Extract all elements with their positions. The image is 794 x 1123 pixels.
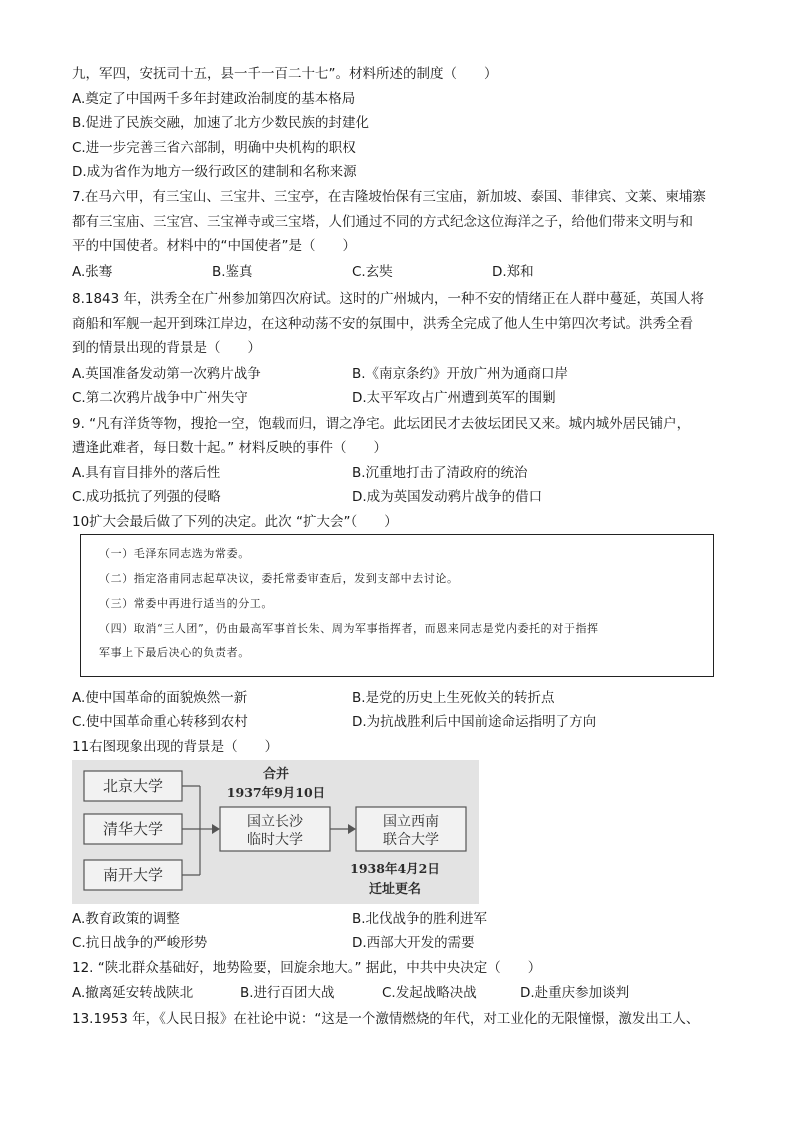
q9-option-c: C.成功抵抗了列强的侵略 xyxy=(72,489,221,505)
q8-option-d: D.太平军攻占广州遭到英军的围剿 xyxy=(352,390,556,406)
q7-option-d: D.郑和 xyxy=(492,264,534,280)
q12-stem: 12. “陕北群众基础好，地势险要，回旋余地大。” 据此，中共中央决定（ ） xyxy=(72,960,542,976)
temporary-university-name-line-2: 临时大学 xyxy=(247,832,303,848)
q11-university-merge-diagram xyxy=(72,760,479,904)
q8-stem-line-3: 到的情景出现的背景是（ ） xyxy=(72,340,261,356)
q8-option-c: C.第二次鸦片战争中广州失守 xyxy=(72,390,248,406)
q12-option-a: A.撤离延安转战陕北 xyxy=(72,985,194,1001)
q11-option-a: A.教育政策的调整 xyxy=(72,911,180,927)
nankai-university-label: 南开大学 xyxy=(102,866,164,884)
q10-box-line-3: （三）常委中再进行适当的分工。 xyxy=(99,597,273,610)
q9-stem-line-1: 9. “凡有洋货等物，搜抢一空，饱载而归，谓之净宅。此坛团民才去彼坛团民又来。城内城外居民铺户， xyxy=(72,416,691,432)
q9-stem-line-2: 遭逢此难者，每日数十起。” 材料反映的事件（ ） xyxy=(72,440,388,456)
q6-option-d: D.成为省作为地方一级行政区的建制和名称来源 xyxy=(72,164,357,180)
q13-stem-line-1: 13.1953 年，《人民日报》在社论中说：“这是一个激情燃烧的年代，对工业化的无限憧憬，激发出工人、 xyxy=(72,1011,700,1027)
q10-box-line-5: 军事上下最后决心的负责者。 xyxy=(99,646,250,659)
q9-option-d: D.成为英国发动鸦片战争的借口 xyxy=(352,489,543,505)
q10-box-line-2: （二）指定洛甫同志起草决议，委托常委审查后，发到支部中去讨论。 xyxy=(99,572,459,585)
q10-option-b: B.是党的历史上生死攸关的转折点 xyxy=(352,690,555,706)
q6-option-b: B.促进了民族交融，加速了北方少数民族的封建化 xyxy=(72,115,370,131)
q10-material-box xyxy=(80,534,714,677)
q6-option-a: A.奠定了中国两千多年封建政治制度的基本格局 xyxy=(72,91,356,107)
move-date: 1938年4月2日 xyxy=(350,861,440,876)
final-university-name-line-2: 联合大学 xyxy=(383,832,439,848)
q11-stem: 11右图现象出现的背景是（ ） xyxy=(72,739,279,755)
q7-option-c: C.玄奘 xyxy=(352,264,393,280)
q9-option-a: A.具有盲目排外的落后性 xyxy=(72,465,221,481)
final-university-name-line-1: 国立西南 xyxy=(383,814,439,830)
q9-option-b: B.沉重地打击了清政府的统治 xyxy=(352,465,528,481)
q8-stem-line-2: 商船和军舰一起开到珠江岸边，在这种动荡不安的氛围中，洪秀全完成了他人生中第四次考试。洪秀全看 xyxy=(72,316,693,332)
temporary-university-name-line-1: 国立长沙 xyxy=(247,814,303,830)
q10-stem: 10扩大会最后做了下列的决定。此次 “扩大会”（ ） xyxy=(72,514,398,530)
q8-stem-line-1: 8.1843 年，洪秀全在广州参加第四次府试。这时的广州城内，一种不安的情绪正在人群中蔓延，英国人将 xyxy=(72,291,705,307)
q6-stem-tail: 九，军四，安抚司十五，县一千一百二十七”。材料所述的制度（ ） xyxy=(72,66,498,82)
q6-option-c: C.进一步完善三省六部制，明确中央机构的职权 xyxy=(72,140,356,156)
merge-arrowhead xyxy=(212,824,220,834)
q11-option-d: D.西部大开发的需要 xyxy=(352,935,475,951)
q12-option-b: B.进行百团大战 xyxy=(240,985,335,1001)
peking-university-label: 北京大学 xyxy=(102,777,164,795)
q10-option-a: A.使中国革命的面貌焕然一新 xyxy=(72,690,248,706)
merge-date: 1937年9月10日 xyxy=(226,785,326,800)
q10-option-c: C.使中国革命重心转移到农村 xyxy=(72,714,248,730)
q7-option-a: A.张骞 xyxy=(72,264,113,280)
q10-option-d: D.为抗战胜利后中国前途命运指明了方向 xyxy=(352,714,597,730)
q8-option-a: A.英国准备发动第一次鸦片战争 xyxy=(72,366,261,382)
q7-stem-line-1: 7.在马六甲，有三宝山、三宝井、三宝亭，在吉隆坡怡保有三宝庙，新加坡、泰国、菲律宾、文莱、柬埔寨 xyxy=(72,189,706,205)
q7-stem-line-3: 平的中国使者。材料中的“中国使者”是（ ） xyxy=(72,238,356,254)
q10-box-line-1: （一）毛泽东同志选为常委。 xyxy=(99,547,250,560)
q11-option-c: C.抗日战争的严峻形势 xyxy=(72,935,208,951)
rename-arrowhead xyxy=(348,824,356,834)
q12-option-c: C.发起战略决战 xyxy=(382,985,477,1001)
q11-option-b: B.北伐战争的胜利进军 xyxy=(352,911,488,927)
q12-option-d: D.赴重庆参加谈判 xyxy=(520,985,630,1001)
merge-bracket xyxy=(182,786,212,875)
q10-box-line-4: （四）取消“三人团”，仍由最高军事首长朱、周为军事指挥者，而恩来同志是党内委托的对于指挥 xyxy=(99,622,599,635)
merge-label: 合并 xyxy=(262,767,290,782)
q7-option-b: B.鉴真 xyxy=(212,264,253,280)
move-label: 迁址更名 xyxy=(368,882,422,897)
q8-option-b: B.《南京条约》开放广州为通商口岸 xyxy=(352,366,569,382)
tsinghua-university-label: 清华大学 xyxy=(102,820,164,838)
q7-stem-line-2: 都有三宝庙、三宝宫、三宝禅寺或三宝塔，人们通过不同的方式纪念这位海洋之子，给他们带来文明与和 xyxy=(72,214,693,230)
